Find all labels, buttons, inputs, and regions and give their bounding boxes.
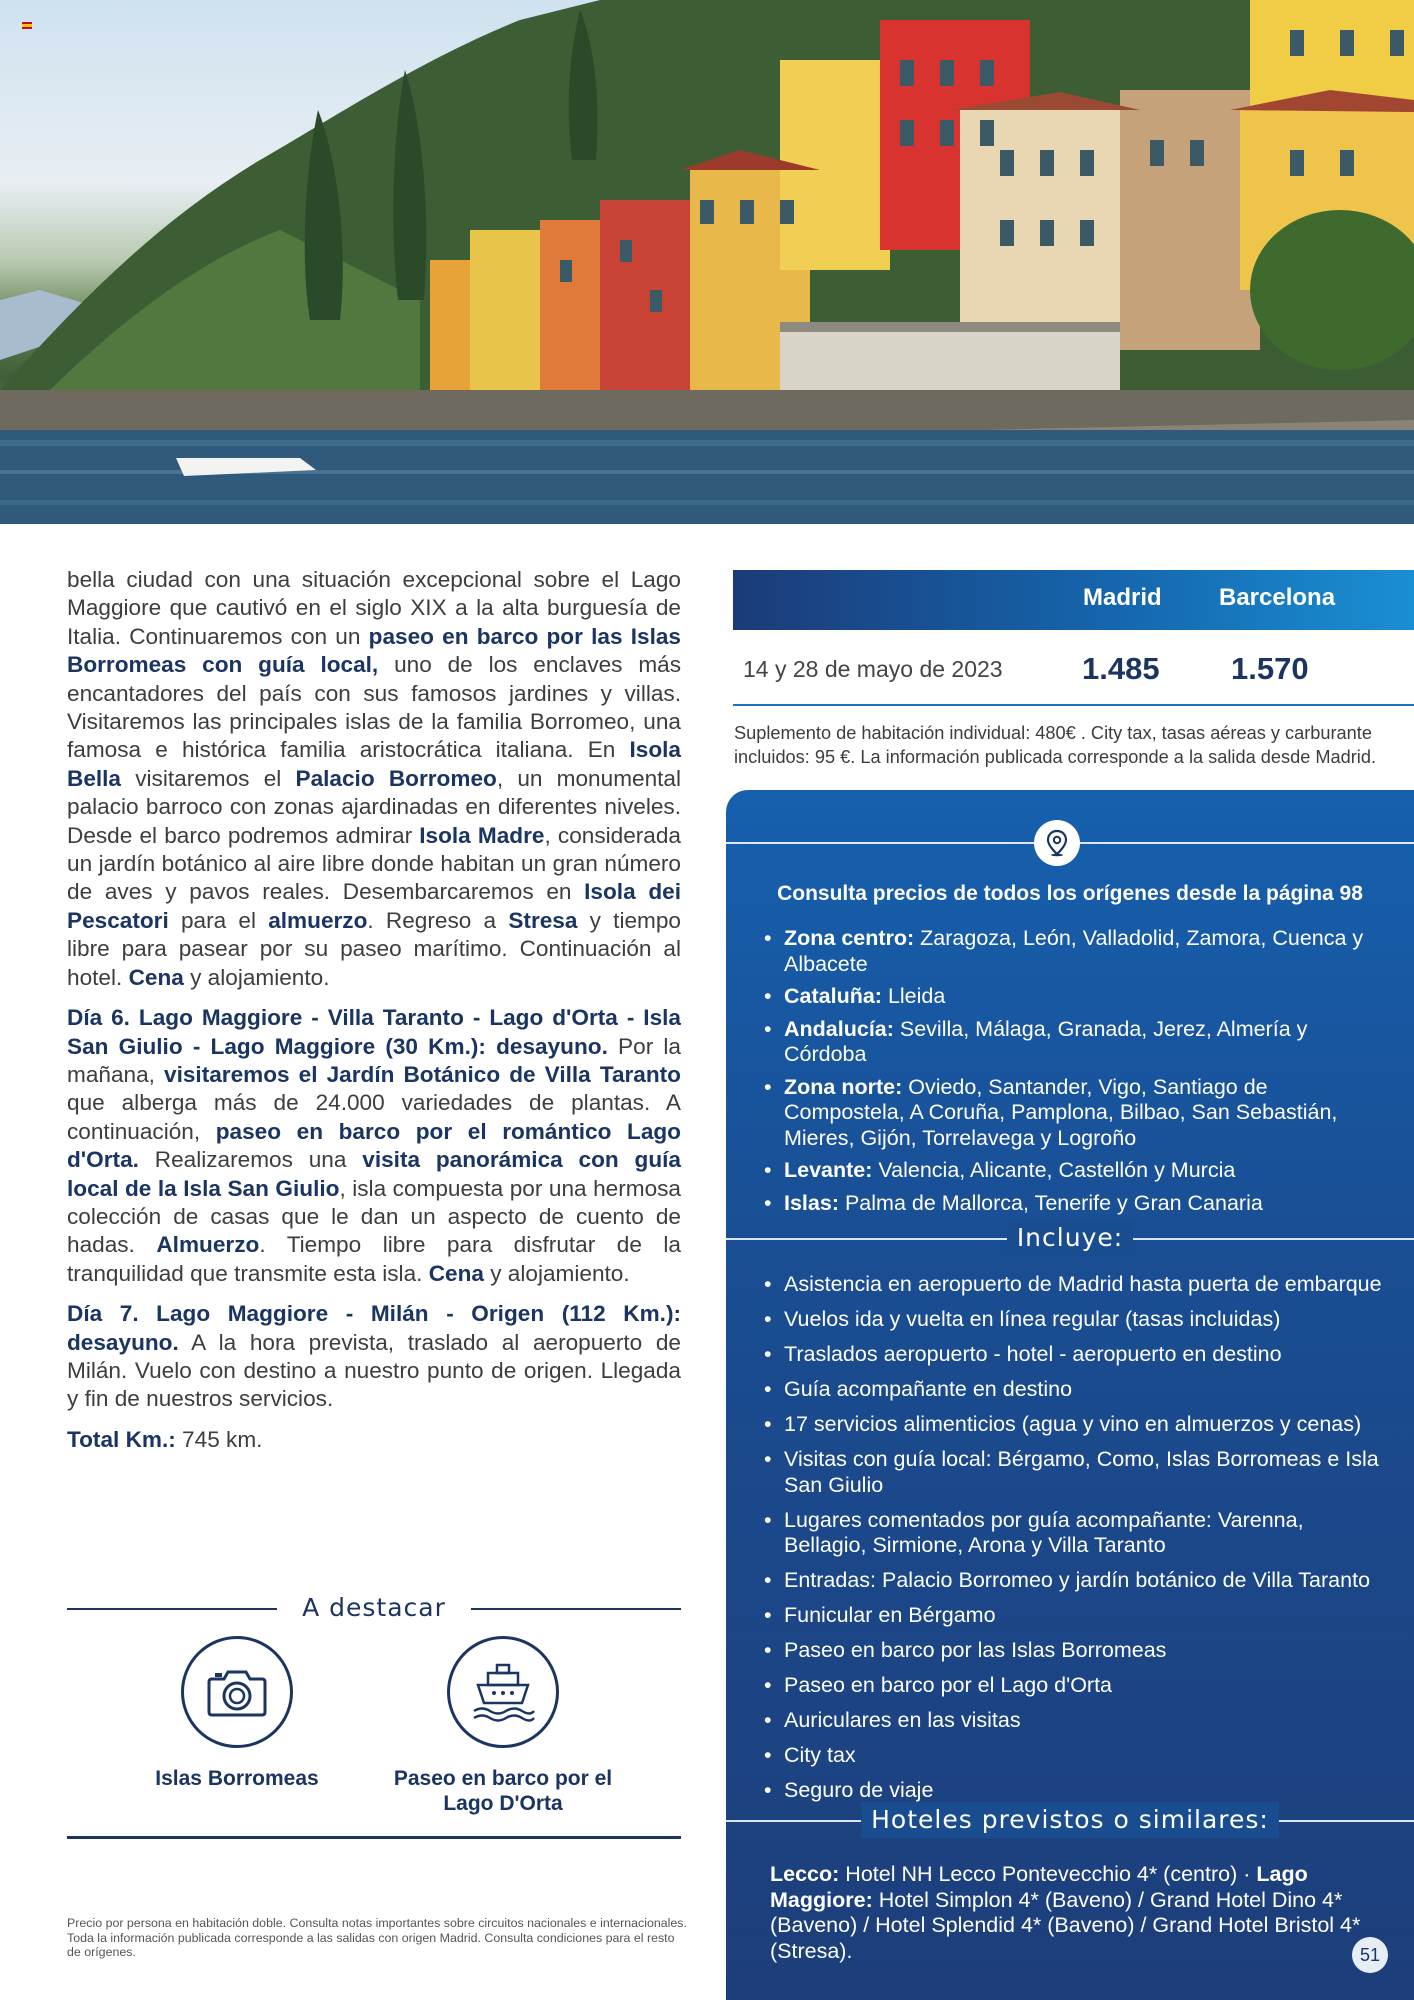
- house: [600, 200, 690, 390]
- highlights-section: [67, 1590, 681, 1838]
- list-item: • Zona norte: Oviedo, Santander, Vigo, Santiago de Compostela, A Coruña, Pamplona, Bilbao, San Sebastián, Mieres, Gijón, Torrelavega y Logroño: [764, 1075, 1384, 1152]
- price-barcelona: 1.570: [1231, 651, 1309, 686]
- list-item: • Levante: Valencia, Alicante, Castellón y Murcia: [764, 1158, 1384, 1184]
- list-item: • Paseo en barco por el Lago d'Orta: [764, 1673, 1384, 1699]
- hero-photo-lake-village: [0, 0, 1414, 524]
- house: [1120, 90, 1260, 350]
- page-number: 51: [1352, 1937, 1388, 1973]
- price-row: [733, 640, 1414, 700]
- origins-notice: Consulta precios de todos los orígenes desde la página 98: [777, 882, 1363, 905]
- list-item: • Lugares comentados por guía acompañante: Varenna, Bellagio, Sirmione, Arona y Villa Taranto: [764, 1508, 1384, 1559]
- highlight-item-islas: [107, 1636, 367, 1791]
- location-pin-icon: [1034, 820, 1080, 866]
- column-madrid: Madrid: [1083, 584, 1162, 611]
- list-item: • Guía acompañante en destino: [764, 1377, 1384, 1403]
- list-item: • Islas: Palma de Mallorca, Tenerife y Gran Canaria: [764, 1191, 1384, 1217]
- list-item: • Zona centro: Zaragoza, León, Valladolid, Zamora, Cuenca y Albacete: [764, 926, 1384, 977]
- day-heading: Día 7. Lago Maggiore - Milán - Origen (112 Km.): desayuno.: [67, 1301, 681, 1355]
- day-heading: Día 6. Lago Maggiore - Villa Taranto - Lago d'Orta - Isla San Giulio - Lago Maggiore (30 Km.): desayuno.: [67, 1005, 681, 1059]
- highlight-label: Islas Borromeas: [155, 1767, 319, 1790]
- highlights-title: A destacar: [277, 1590, 471, 1626]
- highlight-item-orta: [373, 1636, 633, 1816]
- includes-list: [764, 1272, 1384, 1813]
- flag-stripe: [22, 27, 32, 29]
- terrace: [780, 330, 1120, 390]
- includes-title: Incluye:: [1007, 1220, 1133, 1256]
- house: [470, 230, 540, 390]
- itinerary-text: [67, 566, 681, 1466]
- hotels-title: Hoteles previstos o similares:: [861, 1802, 1279, 1838]
- camera-icon: [181, 1636, 293, 1748]
- list-item: • City tax: [764, 1743, 1384, 1769]
- list-item: • Seguro de viaje: [764, 1778, 1384, 1804]
- price-madrid: 1.485: [1082, 651, 1160, 686]
- list-item: • Visitas con guía local: Bérgamo, Como, Islas Borromeas e Isla San Giulio: [764, 1447, 1384, 1498]
- divider: [67, 1836, 681, 1839]
- stone-quay: [0, 390, 1414, 430]
- hero-illustration: [0, 0, 1414, 524]
- highlight-label: Paseo en barco por el Lago D'Orta: [393, 1767, 613, 1815]
- list-item: • Funicular en Bérgamo: [764, 1603, 1384, 1629]
- list-item: • Vuelos ida y vuelta en línea regular (tasas incluidas): [764, 1307, 1384, 1333]
- price-footnote: Precio por persona en habitación doble. Consulta notas importantes sobre circuitos nacionales e internacionales. Toda la información publicada corresponde a las salidas con origen Madrid. Consulta condiciones para el resto de orígenes.: [67, 1916, 687, 1960]
- list-item: • Cataluña: Lleida: [764, 984, 1384, 1010]
- list-item: • Paseo en barco por las Islas Borromeas: [764, 1638, 1384, 1664]
- supplement-note: Suplemento de habitación individual: 480€ . City tax, tasas aéreas y carburante incluidos: 95 €. La información publicada corresponde a la salida desde Madrid.: [734, 723, 1377, 767]
- includes-heading: [726, 1220, 1414, 1256]
- list-item: • 17 servicios alimenticios (agua y vino en almuerzos y cenas): [764, 1412, 1384, 1438]
- list-item: • Andalucía: Sevilla, Málaga, Granada, Jerez, Almería y Córdoba: [764, 1017, 1384, 1068]
- origins-list: [764, 926, 1384, 1223]
- itinerary-day5-continued: bella ciudad con una situación excepcional sobre el Lago Maggiore que cautivó en el siglo XIX a la alta burguesía de Italia. Continuaremos con un paseo en barco por las Islas Borromeas con guía local, uno de los enclaves más encantadores del país con sus famosos jardines y villas. Visitaremos las principales islas de la familia Borromeo, una famosa e histórica familia aristocrática italiana. En Isola Bella visitaremos el Palacio Borromeo, un monumental palacio barroco con zonas ajardinadas en diferentes niveles. Desde el barco podremos admirar Isola Madre, considerada un jardín botánico al aire libre donde habitan un gran número de aves y pavos reales. Desembarcaremos en Isola dei Pescatori para el almuerzo. Regreso a Stresa y tiempo libre para pasear por su paseo marítimo. Continuación al hotel. Cena y alojamiento.: [67, 567, 682, 990]
- hotels-text: Lecco: Hotel NH Lecco Pontevecchio 4* (centro) · Lago Maggiore: Hotel Simplon 4* (Baveno) / Grand Hotel Dino 4* (Baveno) / Hotel Splendid 4* (Baveno) / Grand Hotel Bristol 4* (Stresa).: [770, 1862, 1361, 1963]
- spanish-flag-icon: [22, 22, 32, 29]
- column-barcelona: Barcelona: [1219, 584, 1336, 611]
- list-item: • Entradas: Palacio Borromeo y jardín botánico de Villa Taranto: [764, 1568, 1384, 1594]
- total-km: Total Km.: 745 km.: [67, 1426, 263, 1452]
- departure-dates: 14 y 28 de mayo de 2023: [743, 656, 1003, 682]
- info-panel: [726, 790, 1414, 2000]
- list-item: • Auriculares en las visitas: [764, 1708, 1384, 1734]
- itinerary-day7: Día 7. Lago Maggiore - Milán - Origen (112 Km.): desayuno. A la hora prevista, traslado al aeropuerto de Milán. Vuelo con destino a nuestro punto de origen. Llegada y fin de nuestros servicios.: [67, 1301, 681, 1412]
- itinerary-day6: Día 6. Lago Maggiore - Villa Taranto - Lago d'Orta - Isla San Giulio - Lago Maggiore (30 Km.): desayuno. Por la mañana, visitaremos el Jardín Botánico de Villa Taranto que alberga más de 24.000 variedades de plantas. A continuación, paseo en barco por el romántico Lago d'Orta. Realizaremos una visita panorámica con guía local de la Isla San Giulio, isla compuesta por una hermosa colección de casas que le dan un aspecto de cuento de hadas. Almuerzo. Tiempo libre para disfrutar de la tranquilidad que transmite esta isla. Cena y alojamiento.: [67, 1005, 681, 1286]
- list-item: • Asistencia en aeropuerto de Madrid hasta puerta de embarque: [764, 1272, 1384, 1298]
- price-table-header: [733, 570, 1414, 630]
- divider: [733, 704, 1414, 706]
- hotels-heading: [726, 1802, 1414, 1838]
- list-item: • Traslados aeropuerto - hotel - aeropuerto en destino: [764, 1342, 1384, 1368]
- ship-icon: [447, 1636, 559, 1748]
